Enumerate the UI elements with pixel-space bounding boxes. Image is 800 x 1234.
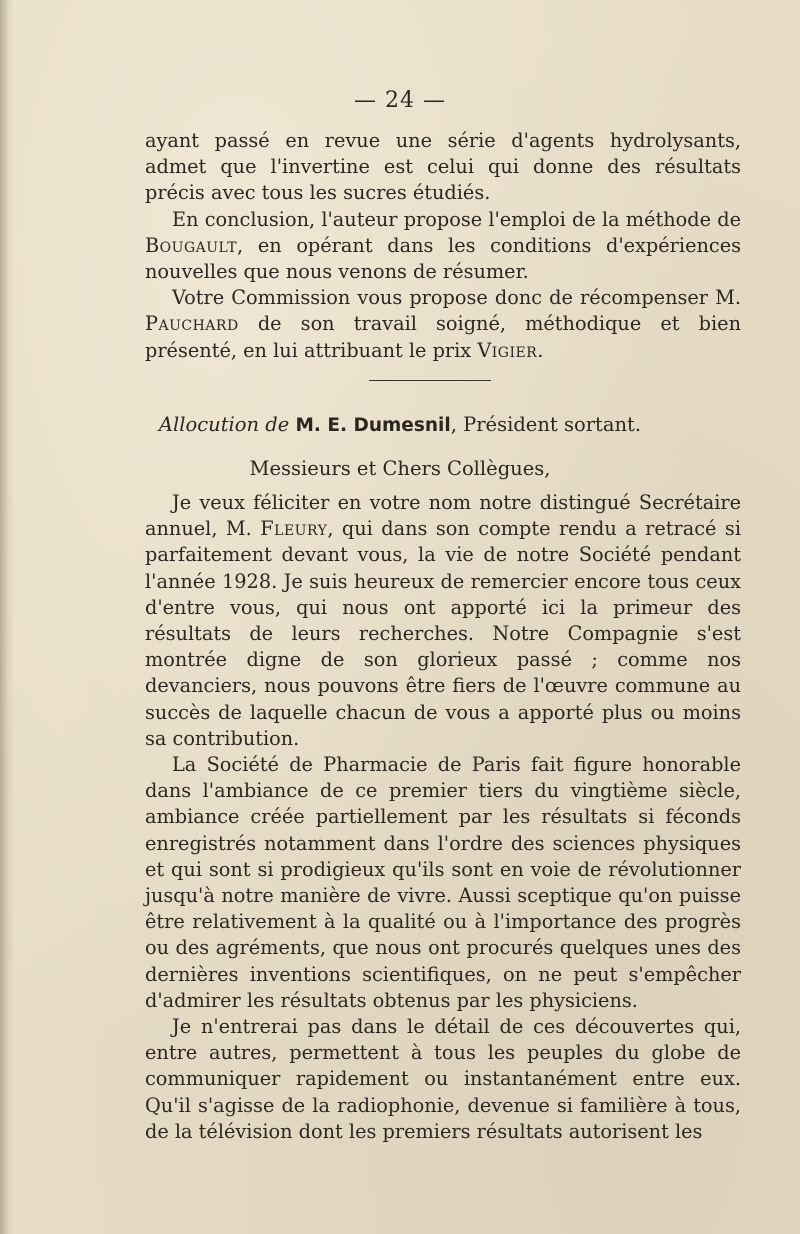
section-heading [0,412,800,439]
salutation: Messieurs et Chers Collègues, [249,457,551,480]
paragraph-text: En conclusion, l'auteur propose l'emploi de la méthode de [172,207,741,231]
paragraph-conclusion [145,207,741,286]
prize-name-vigier: Vigier [477,338,538,362]
heading-title-suffix: , Président sortant. [450,413,642,436]
page-binding-edge [0,0,14,1234]
paragraph-text: , qui dans son compte rendu a retracé si parfaitement devant vous, la vie de notre Société pendant l'année 1928. Je suis heureux de remercier encore tous ceux d'entre vous, qui nous ont apporté ici la primeur des résultats de leurs recherches. Notre Compagnie s'est montrée digne de son glorieux passé ; comme nos devanciers, nous pouvons être fiers de l'œuvre commune au succès de laquelle chacun de vous a apporté plus ou moins sa contribution. [145,517,741,750]
paragraph-text: . [537,338,544,362]
paragraph-societe: La Société de Pharmacie de Paris fait figure honorable dans l'ambiance de ce premier tiers du vingtième siècle, ambiance créée partiellement par les résultats si féconds enregistrés notamment dans l'ordre des sciences physiques et qui sont si prodigieux qu'ils sont en voie de révolutionner jusqu'à notre manière de vivre. Aussi sceptique qu'on puisse être relativement à la qualité ou à l'importance des progrès ou des agréments, que nous ont procurés quelques unes des dernières inventions scientifiques, on ne peut s'empêcher d'admirer les résultats obtenus par les physiciens. [145,753,741,1012]
person-name-fleury: Fleury [260,517,328,541]
paragraph-hydrolysants: ayant passé en revue une série d'agents hydrolysants, admet que l'invertine est celui qui donne des résultats précis avec tous les sucres étudiés. [145,129,741,205]
author-name-pauchard: Pauchard [145,312,239,336]
heading-italic: Allocution de [158,413,290,436]
paragraph-text: Je veux féliciter en votre nom notre distingué Secrétaire annuel, M. [145,491,741,541]
speech-text [145,490,741,1145]
paragraph-text: , en opérant dans les conditions d'expériences nouvelles que nous venons de résumer. [145,233,741,284]
paragraph-felicitations [145,490,741,752]
report-conclusion-text [145,128,741,364]
page-number: — 24 — [354,88,446,113]
section-divider [369,380,491,381]
paragraph-text: Votre Commission vous propose donc de récompenser M. [172,286,741,310]
paragraph-commission [145,285,741,364]
author-name-bougault: Bougault [145,233,238,257]
paragraph-decouvertes: Je n'entrerai pas dans le détail de ces découvertes qui, entre autres, permettent à tous les peuples du globe de communiquer rapidement ou instantanément entre eux. Qu'il s'agisse de la radiophonie, devenue si familière à tous, de la télévision dont les premiers résultats autorisent les [145,1015,741,1143]
paragraph-text: de son travail soigné, méthodique et bien présenté, en lui attribuant le prix [145,312,741,362]
heading-speaker-name: M. E. Dumesnil [295,415,451,436]
